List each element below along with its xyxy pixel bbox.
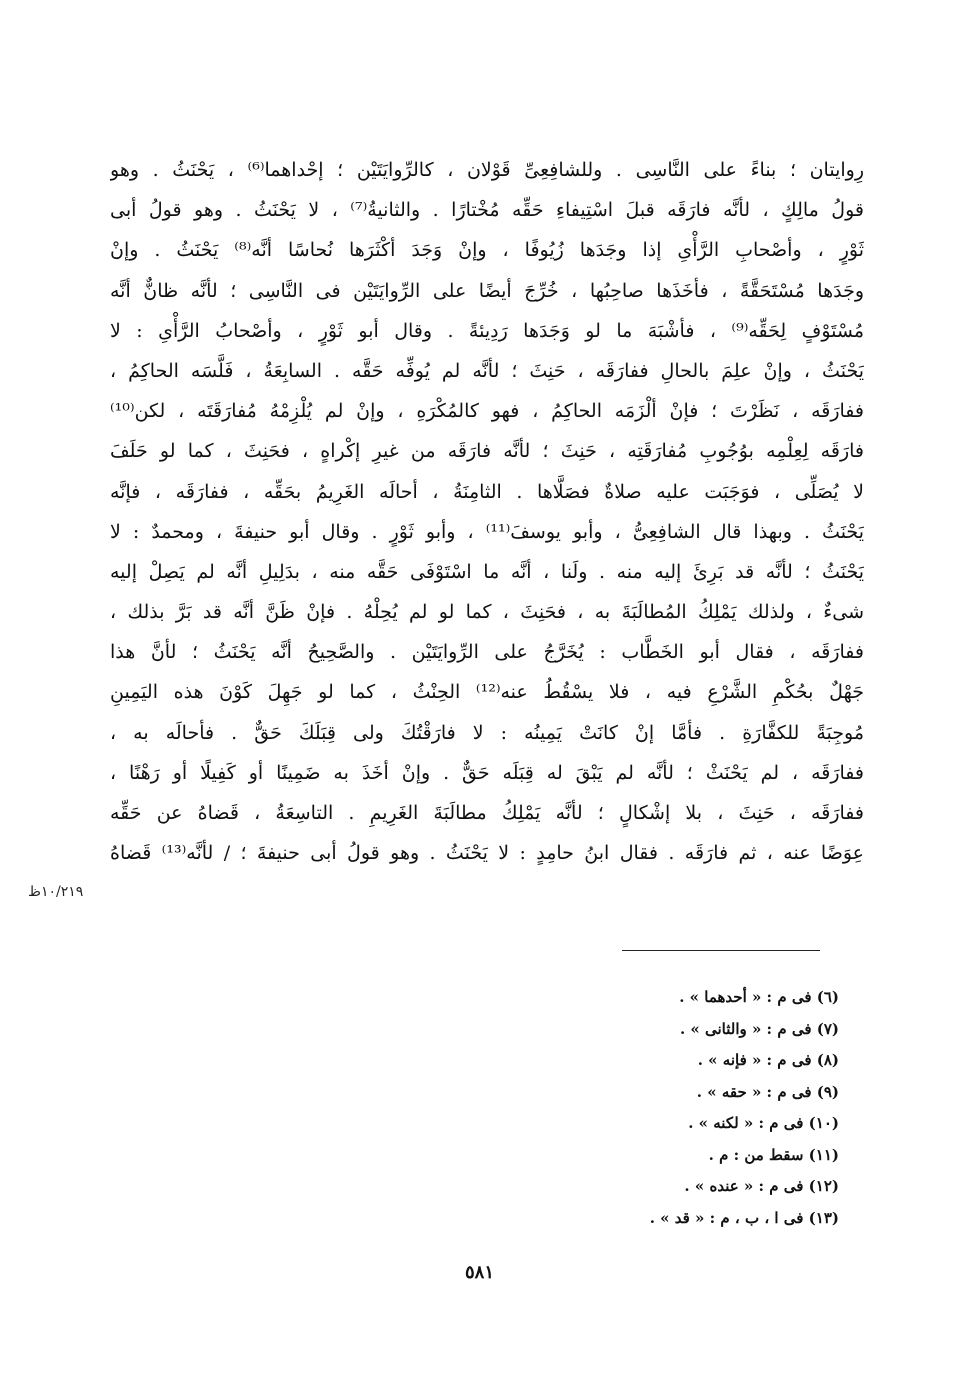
- footnote-divider: [622, 950, 820, 951]
- footnote: (٨) فى م : « فإنه » .: [697, 1051, 839, 1069]
- footnote: (١١) سقط من : م .: [708, 1145, 839, 1164]
- footnote: (٦) فى م : « أحدهما » .: [679, 988, 839, 1006]
- text-line: لا يُصَلِّى ، فوَجَبَت عليه صلاةٌ فصَلَّاها . الثامِنَةُ ، أحالَه الغَرِيمُ بحَقِّه ، ففارَقَه ، فإنَّه: [110, 480, 864, 503]
- text-line: قولُ مالِكٍ ، لأنَّه فارَقَه قبلَ اسْتِيفاءِ حَقِّه مُخْتارًا . والثانيةُ⁽⁷⁾ ، لا يَحْنَثُ . وهو قولُ أبى: [110, 199, 864, 222]
- footnote: (١٢) فى م : « عنده » .: [684, 1177, 839, 1195]
- footnote: (١٣) فى ا ، ب ، م : « قد » .: [649, 1208, 839, 1227]
- text-line: وجَدَها مُسْتَحَقَّةً ، فأخَذَها صاحِبُها ، خُرِّجَ أيضًا على الرِّوايَتَيْن فى النَّاسِى ؛ لأنَّه ظانٌّ أنَّه: [110, 279, 864, 302]
- text-line: يَحْنَثُ . وبهذا قال الشافِعِىُّ ، وأبو يوسفَ⁽¹¹⁾ ، وأبو ثَوْرٍ . وقال أبو حنيفةَ ، ومحمدٌ : لا: [110, 520, 864, 543]
- text-line: مُسْتَوْفٍ لِحَقِّه⁽⁹⁾ ، فأشْبَهَ ما لو وَجَدَها رَدِيئةً . وقال أبو ثَوْرٍ ، وأصْحابُ الرَّأْىِ : لا: [110, 319, 864, 342]
- text-line: ففارَقَه ، نَظَرْتَ ؛ فإنْ ألْزَمَه الحاكِمُ ، فهو كالمُكْرَهِ ، وإنْ لم يُلْزِمْهُ مُفارَقَتَه ، لكن⁽¹⁰⁾: [110, 400, 864, 423]
- text-line: يَحْنَثُ ، وإنْ علِمَ بالحالِ ففارَقَه ، حَنِثَ ؛ لأنَّه لم يُوفِّه حَقَّه . السابِعَةُ ، فَلَّسَه الحاكِمُ ،: [110, 359, 864, 382]
- text-line: ففارَقَه ، حَنِثَ ، بلا إشْكالٍ ؛ لأنَّه يَمْلِكُ مطالَبَةَ الغَرِيمِ . التاسِعَةُ ، قَضاهُ عن حَقِّه: [110, 802, 864, 824]
- margin-manuscript-reference: ١٠/٢١٩ظ: [28, 884, 84, 900]
- footnotes-block: [539, 982, 839, 1234]
- footnote: (٧) فى م : « والثانى » .: [679, 1019, 839, 1038]
- text-line: رِوايتان ؛ بناءً على النَّاسِى . وللشافِعِىِّ قَوْلان ، كالرِّوايَتَيْن ؛ إحْداهما⁽⁶⁾ ، يَحْنَثُ . وهو: [110, 159, 864, 181]
- text-line: مُوجِبَةً للكفَّارَةِ . فأمَّا إنْ كانَتْ يَمِينُه : لا فارَقْتُكَ ولى قِبَلَكَ حَقٌّ . فأحالَه به ،: [110, 721, 864, 744]
- text-line: شىءٌ ، ولذلك يَمْلِكُ المُطالَبَةَ به ، فحَنِثَ ، كما لو لم يُحِلْهُ . فإنْ ظَنَّ أنَّه قد بَرَّ بذلك ،: [110, 601, 864, 624]
- text-line: ثَوْرٍ ، وأصْحابِ الرَّأْىِ إذا وجَدَها زُيُوفًا ، وإنْ وَجَدَ أكْثَرَها نُحاسًا أنَّه⁽⁸⁾ يَحْنَثُ . وإنْ: [110, 239, 864, 262]
- page-number: ٥٨١: [464, 1262, 494, 1283]
- text-line: فارَقَه لِعِلْمِه بوُجُوبِ مُفارَقَتِه ، حَنِثَ ؛ لأنَّه فارَقَه من غيرِ إكْراهٍ ، فحَنِثَ ، كما لو حَلَفَ: [110, 440, 864, 463]
- text-line: جَهْلٌ بحُكْمِ الشَّرْعِ فيه ، فلا يسْقُطُ عنه⁽¹²⁾ الحِنْثُ ، كما لو جَهِلَ كَوْنَ هذه اليَمِينِ: [110, 681, 864, 704]
- text-line: ففارَقَه ، فقال أبو الخَطَّاب : يُخَرَّجُ على الرِّوايَتَيْن . والصَّحِيحُ أنَّه يَحْنَثُ ؛ لأنَّ هذا: [110, 641, 864, 664]
- footnote: (٩) فى م : « حقه » .: [696, 1082, 839, 1101]
- main-text-block: [110, 150, 864, 873]
- text-line: ففارَقَه ، لم يَحْنَثْ ؛ لأنَّه لم يَبْقَ له قِبَلَه حَقٌّ . وإنْ أخَذَ به ضَمِينًا أو كَفِيلًا أو رَهْنًا ،: [110, 761, 864, 784]
- footnote: (١٠) فى م : « لكنه » .: [688, 1114, 839, 1132]
- text-line: يَحْنَثُ ؛ لأنَّه قد بَرِئَ إليه منه . ولَنا ، أنَّه ما اسْتَوْفَى حَقَّه منه ، بدَلِيلِ أنَّه لم يَصِلْ إليه: [110, 560, 864, 583]
- text-line: عِوَضًا عنه ، ثم فارَقَه . فقال ابنُ حامِدٍ : لا يَحْنَثُ . وهو قولُ أبى حنيفةَ ؛ / لأنَّه⁽¹³⁾ قَضاهُ: [110, 842, 864, 865]
